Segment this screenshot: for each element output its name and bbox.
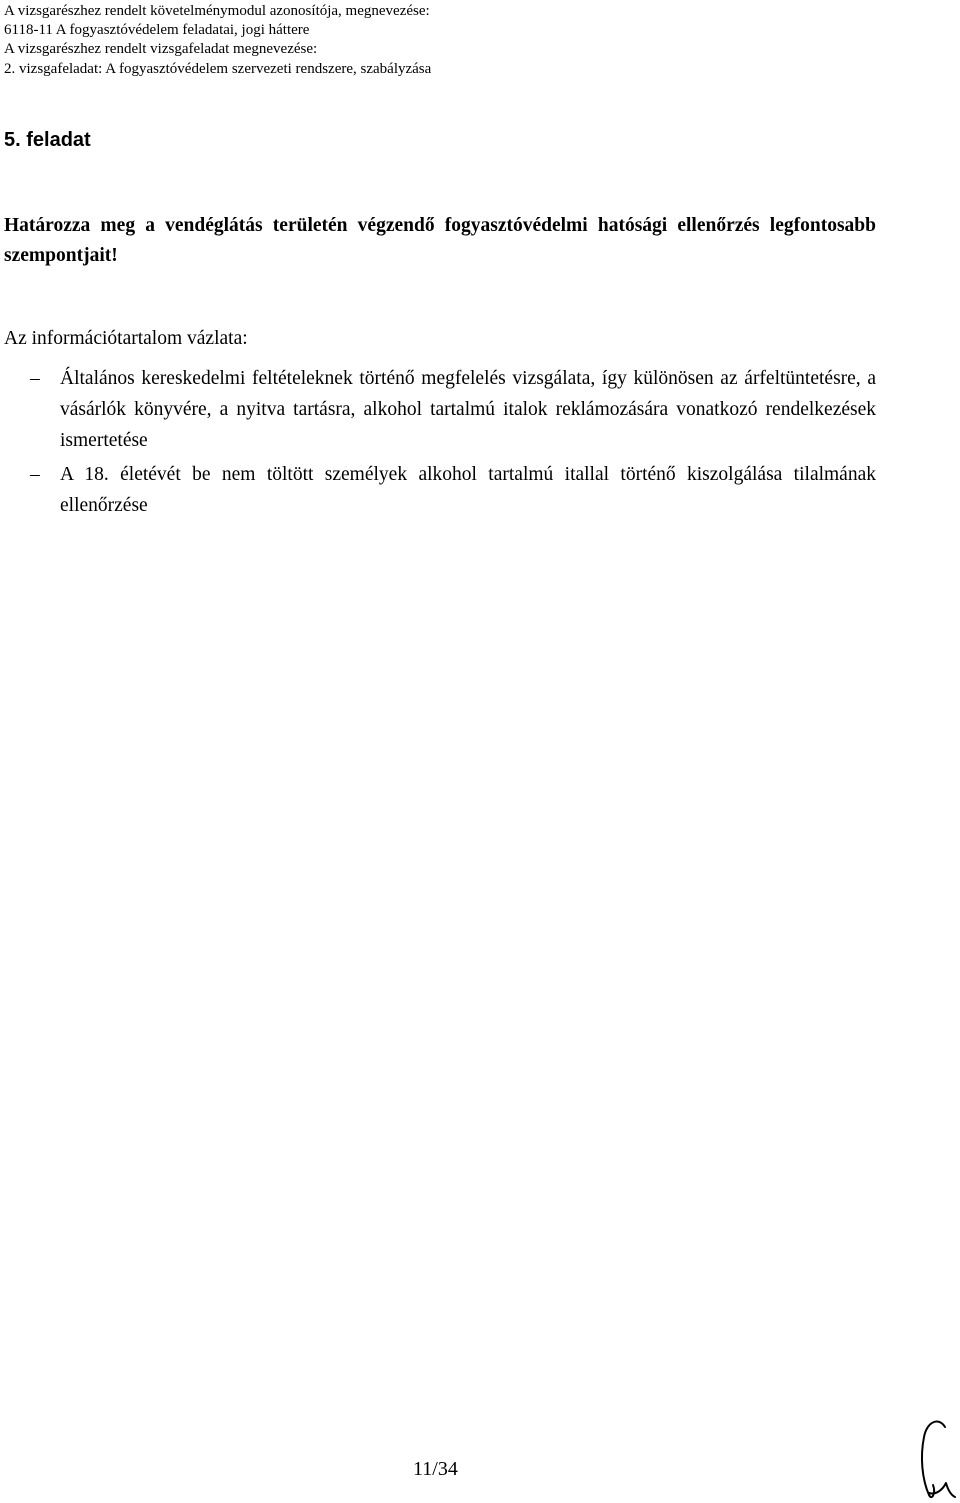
list-item-text: A 18. életévét be nem töltött személyek alkohol tartalmú itallal történő kiszolgálása tilalmának ellenőrzése: [60, 464, 876, 516]
task-question: Határozza meg a vendéglátás területén végzendő fogyasztóvédelmi hatósági ellenőrzés legfontosabb szempontjait!: [4, 215, 876, 266]
header-task-label: A vizsgarészhez rendelt vizsgafeladat megnevezése:: [4, 41, 318, 57]
list-item: [4, 459, 876, 521]
page-number: 11/34: [413, 1458, 458, 1480]
list-item: [4, 363, 876, 456]
bullet-dash: –: [30, 464, 40, 485]
header-module-name: 6118-11 A fogyasztóvédelem feladatai, jogi háttere: [4, 22, 310, 38]
task-title: 5. feladat: [4, 129, 91, 151]
outline-label: Az információtartalom vázlata:: [4, 328, 248, 349]
bullet-dash: –: [30, 368, 40, 389]
outline-list: [4, 363, 876, 521]
header-task-name: 2. vizsgafeladat: A fogyasztóvédelem szervezeti rendszere, szabályzása: [4, 61, 432, 77]
signature-mark: [915, 1415, 957, 1501]
header-module-label: A vizsgarészhez rendelt követelménymodul azonosítója, megnevezése:: [4, 3, 430, 19]
list-item-text: Általános kereskedelmi feltételeknek történő megfelelés vizsgálata, így különösen az árfeltüntetésre, a vásárlók könyvére, a nyitva tartásra, alkohol tartalmú italok reklámozására vonatkozó rendelkezések ismertetése: [60, 368, 876, 451]
